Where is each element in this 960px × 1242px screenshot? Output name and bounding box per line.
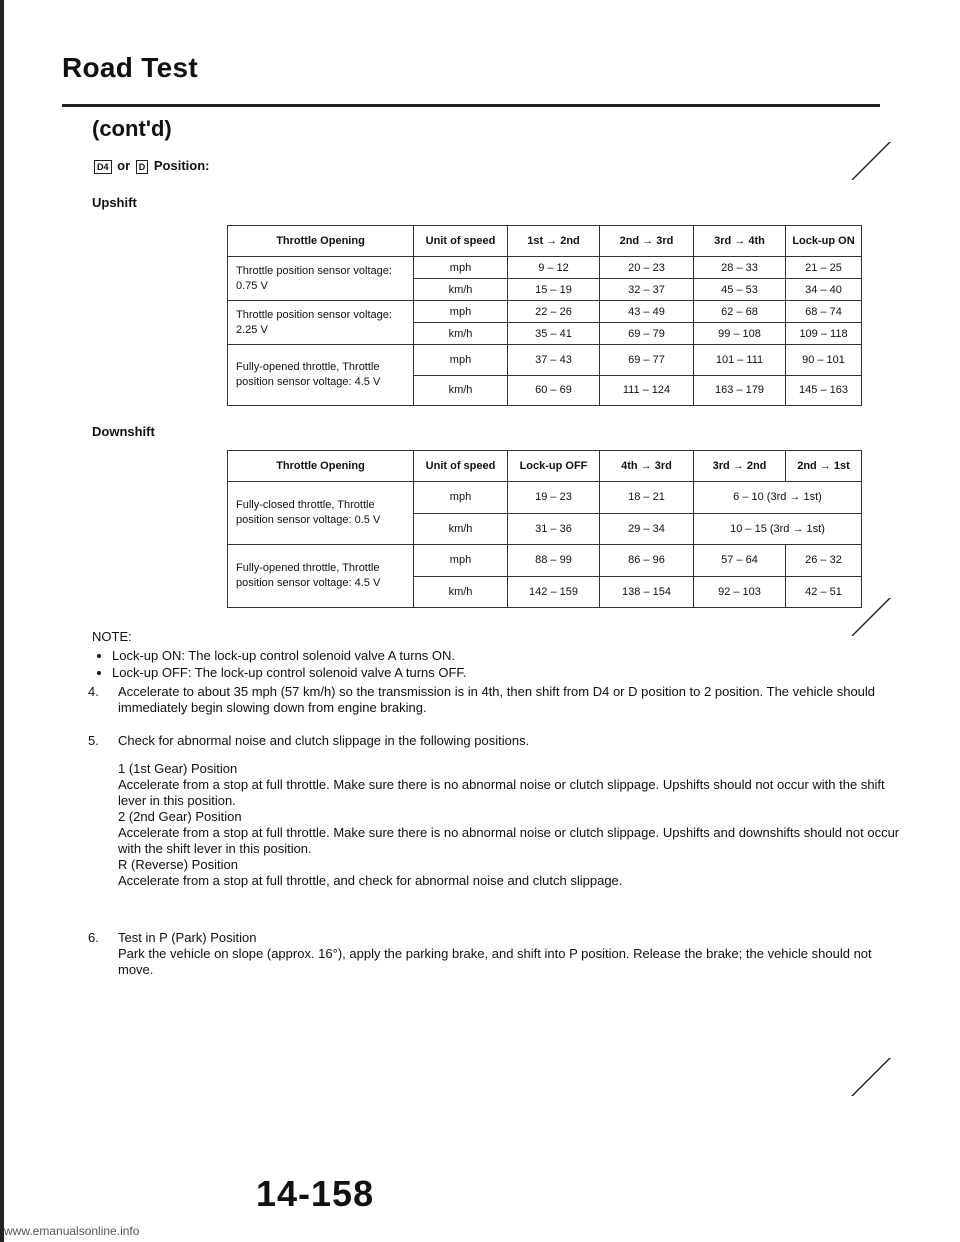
speed-cell: 69 – 77 <box>600 345 694 376</box>
step-text: Test in P (Park) Position <box>118 930 257 945</box>
step-number: 4. <box>88 684 99 699</box>
speed-cell: 35 – 41 <box>508 323 600 345</box>
page-subtitle: (cont'd) <box>92 116 172 141</box>
unit-cell: mph <box>414 345 508 376</box>
note-block <box>92 628 892 681</box>
table-row <box>228 345 862 376</box>
speed-cell: 34 – 40 <box>786 279 862 301</box>
merged-speed-cell: 10 – 15 (3rd → 1st) <box>694 513 862 545</box>
unit-cell: mph <box>414 257 508 279</box>
step-text: Accelerate to about 35 mph (57 km/h) so the transmission is in 4th, then shift from D4 or D position to 2 position. The vehicle should immediately begin slowing down from engine braking. <box>118 684 876 715</box>
speed-cell: 101 – 111 <box>694 345 786 376</box>
speed-cell: 109 – 118 <box>786 323 862 345</box>
upshift-header-lockup-on: Lock-up ON <box>786 226 862 257</box>
speed-cell: 69 – 79 <box>600 323 694 345</box>
speed-cell: 29 – 34 <box>600 513 694 545</box>
upshift-header-opening: Throttle Opening <box>228 226 414 257</box>
speed-cell: 99 – 108 <box>694 323 786 345</box>
speed-cell: 111 – 124 <box>600 375 694 406</box>
step-6 <box>88 930 908 978</box>
page-edge-bar <box>0 0 4 1242</box>
speed-cell: 32 – 37 <box>600 279 694 301</box>
note-item: • Lock-up ON: The lock-up control solenoid valve A turns ON. <box>112 647 892 664</box>
unit-cell: km/h <box>414 375 508 406</box>
position-line <box>92 158 210 174</box>
unit-cell: mph <box>414 482 508 514</box>
page-number: 14-158 <box>256 1173 375 1214</box>
step-5 <box>88 733 908 889</box>
upshift-header-3-4: 3rd → 4th <box>694 226 786 257</box>
d-position-symbol: D <box>136 160 149 174</box>
unit-cell: mph <box>414 301 508 323</box>
speed-cell: 45 – 53 <box>694 279 786 301</box>
downshift-header-unit: Unit of speed <box>414 451 508 482</box>
reverse-heading: R (Reverse) Position <box>118 857 238 872</box>
unit-cell: km/h <box>414 513 508 545</box>
position-connector: or <box>117 158 131 173</box>
step-body: Park the vehicle on slope (approx. 16°), apply the parking brake, and shift into P position. Release the brake; the vehicle should not move. <box>118 946 872 977</box>
speed-cell: 18 – 21 <box>600 482 694 514</box>
unit-cell: km/h <box>414 576 508 608</box>
speed-cell: 26 – 32 <box>786 545 862 577</box>
table-row <box>228 257 862 279</box>
step-number: 5. <box>88 733 99 748</box>
speed-cell: 68 – 74 <box>786 301 862 323</box>
throttle-opening-cell: Throttle position sensor voltage: 0.75 V <box>228 257 414 301</box>
footer-url: www.emanualsonline.info <box>4 1224 140 1238</box>
speed-cell: 22 – 26 <box>508 301 600 323</box>
step-number: 6. <box>88 930 99 945</box>
upshift-header-unit: Unit of speed <box>414 226 508 257</box>
scan-corner-mark <box>851 142 909 180</box>
downshift-header-opening: Throttle Opening <box>228 451 414 482</box>
downshift-header-2-1: 2nd → 1st <box>786 451 862 482</box>
speed-cell: 145 – 163 <box>786 375 862 406</box>
unit-cell: km/h <box>414 323 508 345</box>
step-4 <box>88 684 908 716</box>
speed-cell: 37 – 43 <box>508 345 600 376</box>
speed-cell: 43 – 49 <box>600 301 694 323</box>
speed-cell: 9 – 12 <box>508 257 600 279</box>
speed-cell: 42 – 51 <box>786 576 862 608</box>
speed-cell: 92 – 103 <box>694 576 786 608</box>
downshift-header-3-2: 3rd → 2nd <box>694 451 786 482</box>
throttle-opening-cell: Fully-opened throttle, Throttle position sensor voltage: 4.5 V <box>228 345 414 406</box>
speed-cell: 57 – 64 <box>694 545 786 577</box>
position-suffix: Position: <box>153 158 210 173</box>
table-row <box>228 482 862 514</box>
first-gear-body: Accelerate from a stop at full throttle. Make sure there is no abnormal noise or clutch slippage. Upshifts should not occur with the shift lever in this position. <box>118 777 885 808</box>
speed-cell: 21 – 25 <box>786 257 862 279</box>
upshift-header-2-3: 2nd → 3rd <box>600 226 694 257</box>
speed-cell: 90 – 101 <box>786 345 862 376</box>
second-gear-body: Accelerate from a stop at full throttle. Make sure there is no abnormal noise or clutch slippage. Upshifts and downshifts should not occur with the shift lever in this position. <box>118 825 900 856</box>
step-text: Check for abnormal noise and clutch slippage in the following positions. <box>118 733 530 748</box>
upshift-table <box>227 225 862 406</box>
note-list <box>92 647 892 681</box>
speed-cell: 163 – 179 <box>694 375 786 406</box>
speed-cell: 88 – 99 <box>508 545 600 577</box>
downshift-heading: Downshift <box>92 424 155 439</box>
scan-corner-mark <box>851 1058 909 1096</box>
downshift-header-row <box>228 451 862 482</box>
throttle-opening-cell: Fully-closed throttle, Throttle position sensor voltage: 0.5 V <box>228 482 414 545</box>
unit-cell: km/h <box>414 279 508 301</box>
speed-cell: 62 – 68 <box>694 301 786 323</box>
downshift-table <box>227 450 862 608</box>
speed-cell: 19 – 23 <box>508 482 600 514</box>
speed-cell: 31 – 36 <box>508 513 600 545</box>
throttle-opening-cell: Throttle position sensor voltage: 2.25 V <box>228 301 414 345</box>
merged-speed-cell: 6 – 10 (3rd → 1st) <box>694 482 862 514</box>
table-row <box>228 301 862 323</box>
downshift-header-4-3: 4th → 3rd <box>600 451 694 482</box>
throttle-opening-cell: Fully-opened throttle, Throttle position sensor voltage: 4.5 V <box>228 545 414 608</box>
speed-cell: 142 – 159 <box>508 576 600 608</box>
upshift-header-1-2: 1st → 2nd <box>508 226 600 257</box>
speed-cell: 60 – 69 <box>508 375 600 406</box>
speed-cell: 86 – 96 <box>600 545 694 577</box>
downshift-header-lockup-off: Lock-up OFF <box>508 451 600 482</box>
table-row <box>228 545 862 577</box>
note-label: NOTE: <box>92 629 132 644</box>
second-gear-heading: 2 (2nd Gear) Position <box>118 809 242 824</box>
speed-cell: 138 – 154 <box>600 576 694 608</box>
step-5-subsections <box>118 761 908 889</box>
speed-cell: 28 – 33 <box>694 257 786 279</box>
note-item: • Lock-up OFF: The lock-up control solenoid valve A turns OFF. <box>112 664 892 681</box>
upshift-header-row <box>228 226 862 257</box>
upshift-heading: Upshift <box>92 195 137 210</box>
title-rule <box>62 104 880 107</box>
d4-position-symbol: D4 <box>94 160 112 174</box>
page-title: Road Test <box>62 52 198 83</box>
speed-cell: 20 – 23 <box>600 257 694 279</box>
speed-cell: 15 – 19 <box>508 279 600 301</box>
first-gear-heading: 1 (1st Gear) Position <box>118 761 238 776</box>
reverse-body: Accelerate from a stop at full throttle, and check for abnormal noise and clutch slippage. <box>118 873 623 888</box>
unit-cell: mph <box>414 545 508 577</box>
